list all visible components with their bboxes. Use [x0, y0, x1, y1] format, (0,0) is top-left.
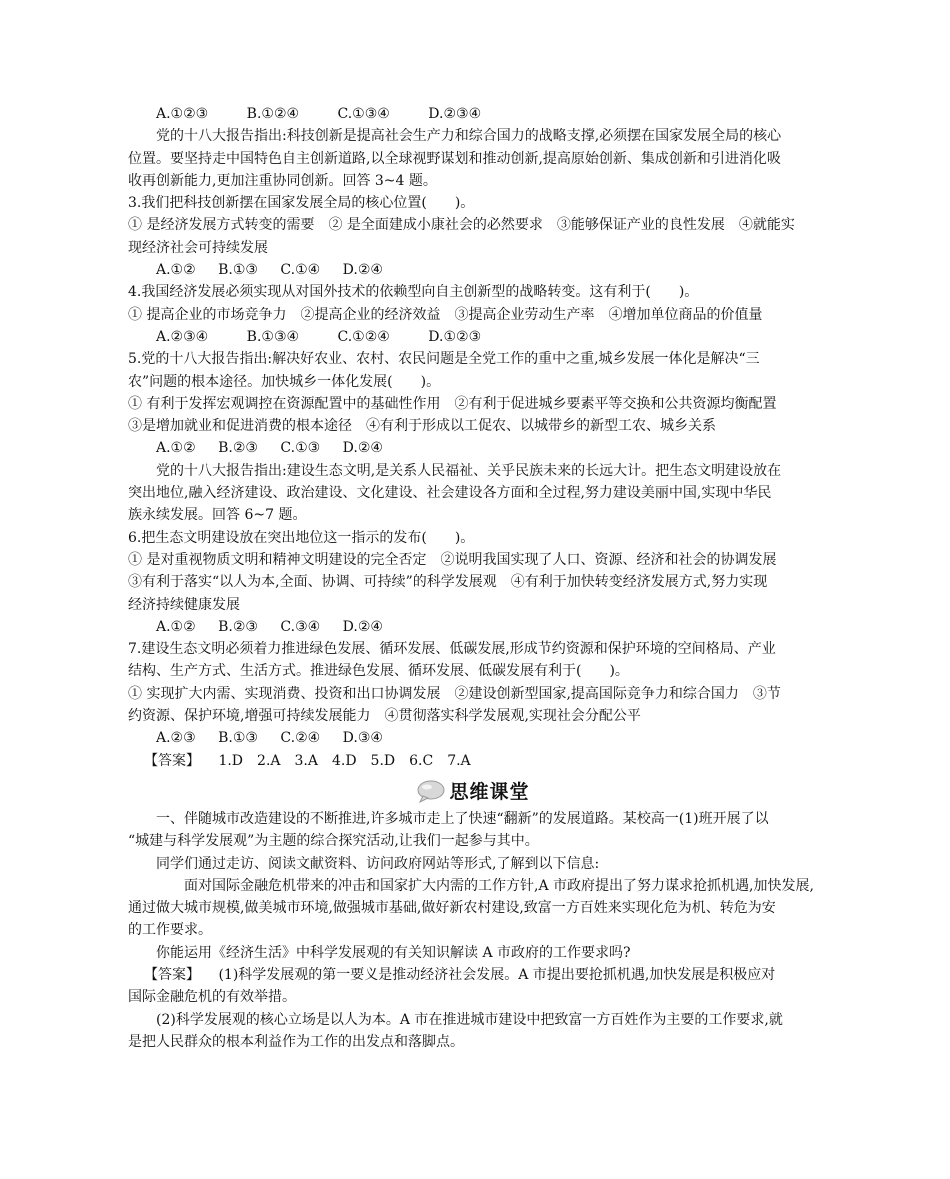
section-heading — [128, 776, 818, 806]
answer-label: 【答案】 — [144, 752, 200, 769]
q7-options — [128, 727, 818, 749]
q6-item-line: 经济持续健康发展 — [128, 596, 240, 613]
answer-label: 【答案】 — [144, 966, 200, 983]
answer-text: (1)科学发展观的第一要义是推动经济社会发展。A 市提出要抢抓机遇,加快发展是积极应对 — [218, 966, 776, 983]
thinking-line: “城建与科学发展观”为主题的综合探究活动,让我们一起参与其中。 — [128, 833, 539, 850]
option: A.②③④ — [156, 328, 209, 345]
thinking-line: 通过做大城市规模,做美城市环境,做强城市基础,做好新农村建设,致富一方百姓来实现化危为机、转危为安 — [128, 900, 776, 917]
thinking-line: 是把人民群众的根本利益作为工作的出发点和落脚点。 — [128, 1033, 464, 1050]
q3-stem: 3.我们把科技创新摆在国家发展全局的核心位置( )。 — [128, 195, 475, 212]
option: B.①③ — [218, 262, 258, 279]
option: D.②④ — [342, 618, 383, 635]
intro-paragraph-line: 位置。要坚持走中国特色自主创新道路,以全球视野谋划和推动创新,提高原始创新、集成创新和引进消化吸 — [128, 150, 781, 167]
q7-item-line: ① 实现扩大内需、实现消费、投资和出口协调发展 ②建设创新型国家,提高国际竞争力和综合国力 ③节 — [128, 685, 781, 702]
thinking-line: 的工作要求。 — [128, 922, 212, 939]
option: B.①③ — [218, 730, 258, 747]
option: B.①③④ — [246, 328, 300, 345]
option: C.①④ — [280, 262, 321, 279]
option: B.②③ — [218, 440, 258, 457]
q4-stem: 4.我国经济发展必须实现从对国外技术的依赖型向自主创新型的战略转变。这有利于( )。 — [128, 284, 699, 301]
thinking-line: (2)科学发展观的核心立场是以人为本。A 市在推进城市建设中把致富一方百姓作为主要的工作要求,就 — [156, 1011, 783, 1028]
thinking-line: 一、伴随城市改造建设的不断推进,许多城市走上了快速“翻新”的发展道路。某校高一(1)班开展了以 — [156, 810, 769, 827]
thinking-line: 你能运用《经济生活》中科学发展观的有关知识解读 A 市政府的工作要求吗? — [156, 944, 631, 961]
option: C.②④ — [280, 730, 321, 747]
q3-options — [128, 259, 818, 281]
q4-item-line: ① 提高企业的市场竞争力 ②提高企业的经济效益 ③提高企业劳动生产率 ④增加单位商品的价值量 — [128, 306, 763, 323]
answer-line — [128, 750, 818, 772]
q6-options — [128, 616, 818, 638]
option: C.①②④ — [337, 328, 390, 345]
q2-options — [128, 103, 818, 125]
option: C.①③ — [280, 440, 321, 457]
thinking-answer-line — [128, 964, 818, 986]
document-content — [128, 103, 818, 1053]
q6-item-line: ① 是对重视物质文明和精神文明建设的完全否定 ②说明我国实现了人口、资源、经济和社会的协调发展 — [128, 551, 777, 568]
q4-options — [128, 326, 818, 348]
option: B.①②④ — [246, 106, 300, 122]
q5-stem-line: 5.党的十八大报告指出:解决好农业、农村、农民问题是全党工作的重中之重,城乡发展一体化是解决“三 — [128, 351, 760, 368]
option: C.③④ — [280, 618, 321, 635]
q5-item-line: ③是增加就业和促进消费的根本途径 ④有利于形成以工促农、以城带乡的新型工农、城乡关系 — [128, 418, 716, 435]
option: D.②④ — [342, 440, 383, 457]
intro-paragraph-line: 党的十八大报告指出:建设生态文明,是关系人民福祉、关乎民族未来的长远大计。把生态文明建设放在 — [156, 462, 782, 479]
intro-paragraph-line: 党的十八大报告指出:科技创新是提高社会生产力和综合国力的战略支撑,必须摆在国家发展全局的核心 — [156, 128, 782, 145]
intro-paragraph-line: 突出地位,融入经济建设、政治建设、文化建设、社会建设各方面和全过程,努力建设美丽中国,实现中华民 — [128, 485, 772, 502]
intro-paragraph-line: 族永续发展。回答 6~7 题。 — [128, 507, 307, 524]
option: A.①② — [156, 440, 196, 457]
option: D.②④ — [342, 262, 383, 279]
option: A.①②③ — [156, 106, 209, 122]
option: A.①② — [156, 618, 196, 635]
option: A.①② — [156, 262, 196, 279]
q3-item-line: ① 是经济发展方式转变的需要 ② 是全面建成小康社会的必然要求 ③能够保证产业的良性发展 ④就能实 — [128, 217, 795, 234]
q3-item-line: 现经济社会可持续发展 — [128, 239, 268, 256]
option: B.②③ — [218, 618, 258, 635]
option: D.①②③ — [428, 328, 482, 345]
thinking-line: 同学们通过走访、阅读文献资料、访问政府网站等形式,了解到以下信息: — [156, 855, 600, 872]
option: A.②③ — [156, 730, 196, 747]
q5-options — [128, 437, 818, 459]
section-title: 思维课堂 — [449, 781, 530, 804]
q7-stem-line: 结构、生产方式、生活方式。推进绿色发展、循环发展、低碳发展有利于( )。 — [128, 663, 629, 680]
option: C.①③④ — [337, 106, 390, 122]
q7-stem-line: 7.建设生态文明必须着力推进绿色发展、循环发展、低碳发展,形成节约资源和保护环境的空间格局、产业 — [128, 641, 776, 658]
speech-bubble-icon — [416, 779, 446, 803]
answer-text: 1.D 2.A 3.A 4.D 5.D 6.C 7.A — [218, 752, 471, 769]
q6-item-line: ③有利于落实“以人为本,全面、协调、可持续”的科学发展观 ④有利于加快转变经济发展方式,努力实现 — [128, 574, 768, 591]
q6-stem: 6.把生态文明建设放在突出地位这一指示的发布( )。 — [128, 529, 475, 546]
q5-item-line: ① 有利于发挥宏观调控在资源配置中的基础性作用 ②有利于促进城乡要素平等交换和公共资源均衡配置 — [128, 395, 777, 412]
q5-stem-line: 农”问题的根本途径。加快城乡一体化发展( )。 — [128, 373, 441, 390]
q7-item-line: 约资源、保护环境,增强可持续发展能力 ④贯彻落实科学发展观,实现社会分配公平 — [128, 708, 641, 725]
intro-paragraph-line: 收再创新能力,更加注重协同创新。回答 3~4 题。 — [128, 172, 437, 189]
thinking-line: 国际金融危机的有效举措。 — [128, 989, 296, 1006]
option: D.③④ — [342, 730, 383, 747]
thinking-line: 面对国际金融危机带来的冲击和国家扩大内需的工作方针,A 市政府提出了努力谋求抢抓机遇,加快发展, — [184, 877, 814, 894]
option: D.②③④ — [428, 106, 482, 122]
